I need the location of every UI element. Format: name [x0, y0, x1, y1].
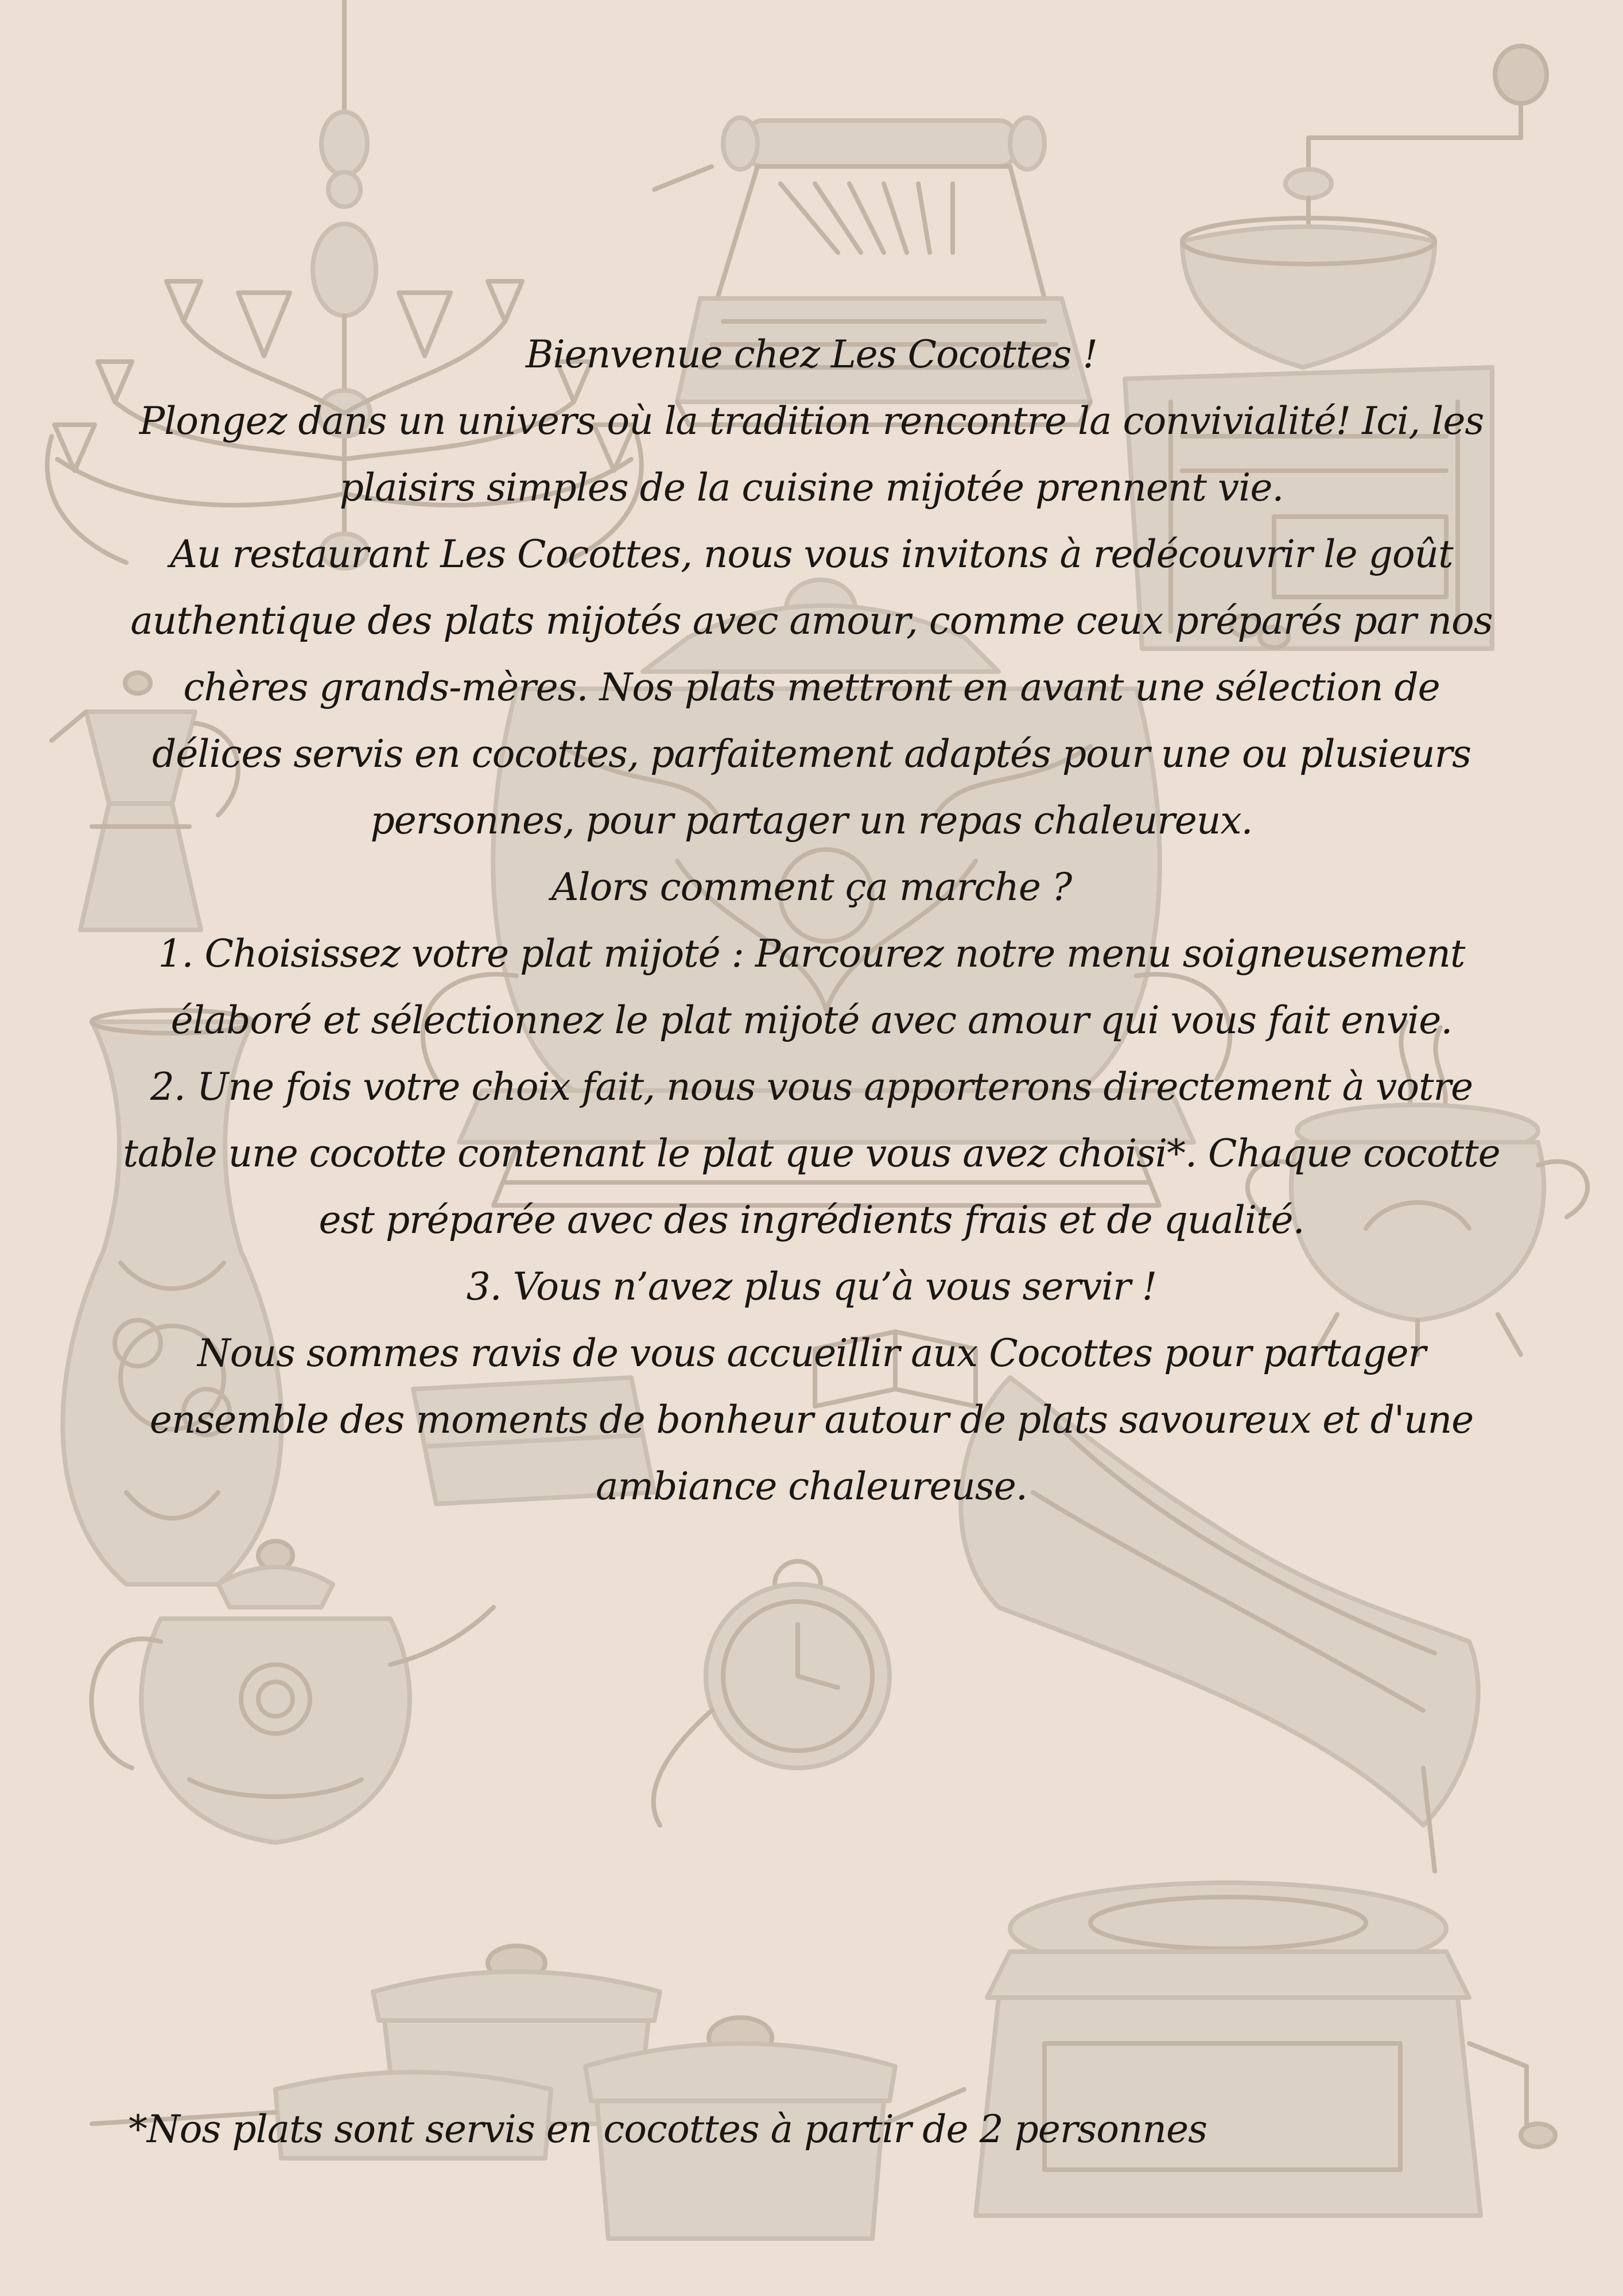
- step-1: 1. Choisissez votre plat mijoté : Parcourez notre menu soigneusement élaboré et sélectionnez le plat mijoté avec amour qui vous fait envie.: [158, 932, 1465, 1042]
- footnote: *Nos plats sont servis en cocottes à partir de 2 personnes: [129, 2107, 1207, 2151]
- saucepans-icon: [92, 1946, 964, 2239]
- step-2: 2. Une fois votre choix fait, nous vous apporterons directement à votre table une cocotte contenant le plat que vous avez choisi*. Chaque cocotte est préparée avec des ingrédients frais et de qualité.: [123, 1065, 1500, 1242]
- closing-paragraph: Nous sommes ravis de vous accueillir aux Cocottes pour partager ensemble des moments de bonheur autour de plats savoureux et d'une ambiance chaleureuse.: [149, 1331, 1474, 1508]
- pocket-watch-icon: [654, 1561, 890, 1825]
- step-3: 3. Vous n’avez plus qu’à vous servir !: [466, 1265, 1157, 1309]
- description-paragraph: Au restaurant Les Cocottes, nous vous invitons à redécouvrir le goût authentique des plats mijotés avec amour, comme ceux préparés par nos chères grands-mères. Nos plats mettront en avant une sélection de délices servis en cocottes, parfaitement adaptés pour une ou plusieurs personnes, pour partager un repas chaleureux.: [130, 532, 1493, 843]
- intro-paragraph: Plongez dans un univers où la tradition rencontre la convivialité! Ici, les plaisirs simples de la cuisine mijotée prennent vie.: [139, 399, 1484, 510]
- welcome-text: [115, 321, 1508, 1520]
- how-it-works-heading: Alors comment ça marche ?: [551, 865, 1072, 909]
- page-title: Bienvenue chez Les Cocottes !: [526, 332, 1097, 377]
